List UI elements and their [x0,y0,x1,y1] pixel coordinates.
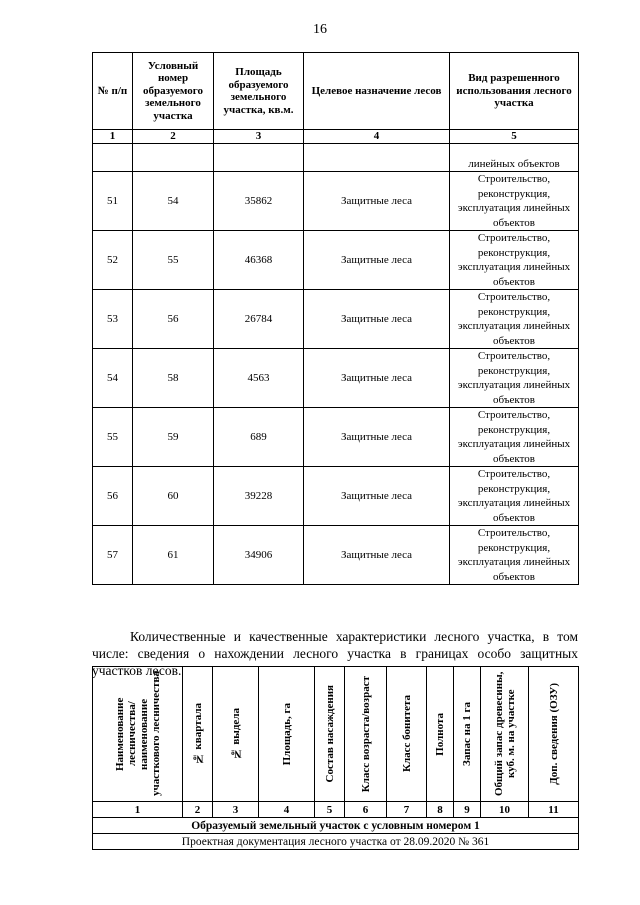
continuation-text: линейных объектов [450,144,579,172]
table-row [93,172,579,231]
column-number: 5 [315,802,345,818]
table-row [93,349,579,408]
column-number-row [93,802,579,818]
table-header-row [93,53,579,130]
header-age-class: Класс возраста/возраст [345,667,387,802]
continuation-row [93,144,579,172]
forest-purpose: Защитные леса [304,526,450,585]
row-number: 57 [93,526,133,585]
table-row [93,526,579,585]
column-number: 1 [93,802,183,818]
table-row [93,467,579,526]
forest-purpose: Защитные леса [304,349,450,408]
column-number: 2 [133,130,214,144]
row-number: 55 [93,408,133,467]
plot-area: 34906 [214,526,304,585]
header-permitted-use: Вид разрешенного использования лесного участка [450,53,579,130]
column-number: 6 [345,802,387,818]
plot-number: 55 [133,231,214,290]
header-purpose: Целевое назначение лесов [304,53,450,130]
plot-area: 39228 [214,467,304,526]
forest-characteristics-table [92,666,579,850]
column-number: 10 [481,802,529,818]
table-row [93,290,579,349]
row-number: 52 [93,231,133,290]
header-number: № п/п [93,53,133,130]
plot-row [93,818,579,834]
header-extra-info: Доп. сведения (ОЗУ) [529,667,579,802]
header-area-ha: Площадь, га [259,667,315,802]
column-number: 3 [214,130,304,144]
permitted-use: Строительство, реконструкция, эксплуатация линейных объектов [450,349,579,408]
column-number: 1 [93,130,133,144]
row-number: 56 [93,467,133,526]
plot-number: 60 [133,467,214,526]
forest-purpose: Защитные леса [304,408,450,467]
plot-number: 61 [133,526,214,585]
permitted-use: Строительство, реконструкция, эксплуатация линейных объектов [450,467,579,526]
column-number: 8 [427,802,454,818]
permitted-use: Строительство, реконструкция, эксплуатация линейных объектов [450,231,579,290]
row-number: 53 [93,290,133,349]
header-density: Полнота [427,667,454,802]
row-number: 51 [93,172,133,231]
permitted-use: Строительство, реконструкция, эксплуатация линейных объектов [450,290,579,349]
permitted-use: Строительство, реконструкция, эксплуатация линейных объектов [450,408,579,467]
forest-purpose: Защитные леса [304,467,450,526]
column-number: 2 [183,802,213,818]
row-number: 54 [93,349,133,408]
forest-purpose: Защитные леса [304,172,450,231]
plot-number: 58 [133,349,214,408]
page-number: 16 [313,22,327,37]
plot-area: 689 [214,408,304,467]
document-caption: Проектная документация лесного участка от 28.09.2020 № 361 [93,834,579,850]
column-number: 11 [529,802,579,818]
document-row [93,834,579,850]
column-number: 5 [450,130,579,144]
header-bonitet-class: Класс бонитета [387,667,427,802]
header-total-stock: Общий запас древесины, куб. м. на участке [481,667,529,802]
column-number: 4 [259,802,315,818]
plot-area: 4563 [214,349,304,408]
paragraph-text: Количественные и качественные характеристики лесного участка, в том числе: сведения о нахождении лесного участка в границах особо защитных участков лесов. [92,628,578,678]
plot-number: 59 [133,408,214,467]
table-row [93,408,579,467]
header-composition: Состав насаждения [315,667,345,802]
table-header-row [93,667,579,802]
header-stock-per-ha: Запас на 1 га [454,667,481,802]
column-number: 3 [213,802,259,818]
plot-number: 54 [133,172,214,231]
plot-area: 26784 [214,290,304,349]
column-number: 4 [304,130,450,144]
column-number-row [93,130,579,144]
permitted-use: Строительство, реконструкция, эксплуатация линейных объектов [450,526,579,585]
header-area: Площадь образуемого земельного участка, кв.м. [214,53,304,130]
header-allotment: № выдела [213,667,259,802]
header-quarter: № квартала [183,667,213,802]
forest-purpose: Защитные леса [304,231,450,290]
permitted-use: Строительство, реконструкция, эксплуатация линейных объектов [450,172,579,231]
plot-area: 35862 [214,172,304,231]
plot-caption: Образуемый земельный участок с условным номером 1 [93,818,579,834]
plot-number: 56 [133,290,214,349]
column-number: 7 [387,802,427,818]
column-number: 9 [454,802,481,818]
header-plot-number: Условный номер образуемого земельного участка [133,53,214,130]
land-plots-table [92,52,579,585]
plot-area: 46368 [214,231,304,290]
forest-purpose: Защитные леса [304,290,450,349]
table-row [93,231,579,290]
header-forestry: Наименование лесничества/ наименование участкового лесничества [93,667,183,802]
